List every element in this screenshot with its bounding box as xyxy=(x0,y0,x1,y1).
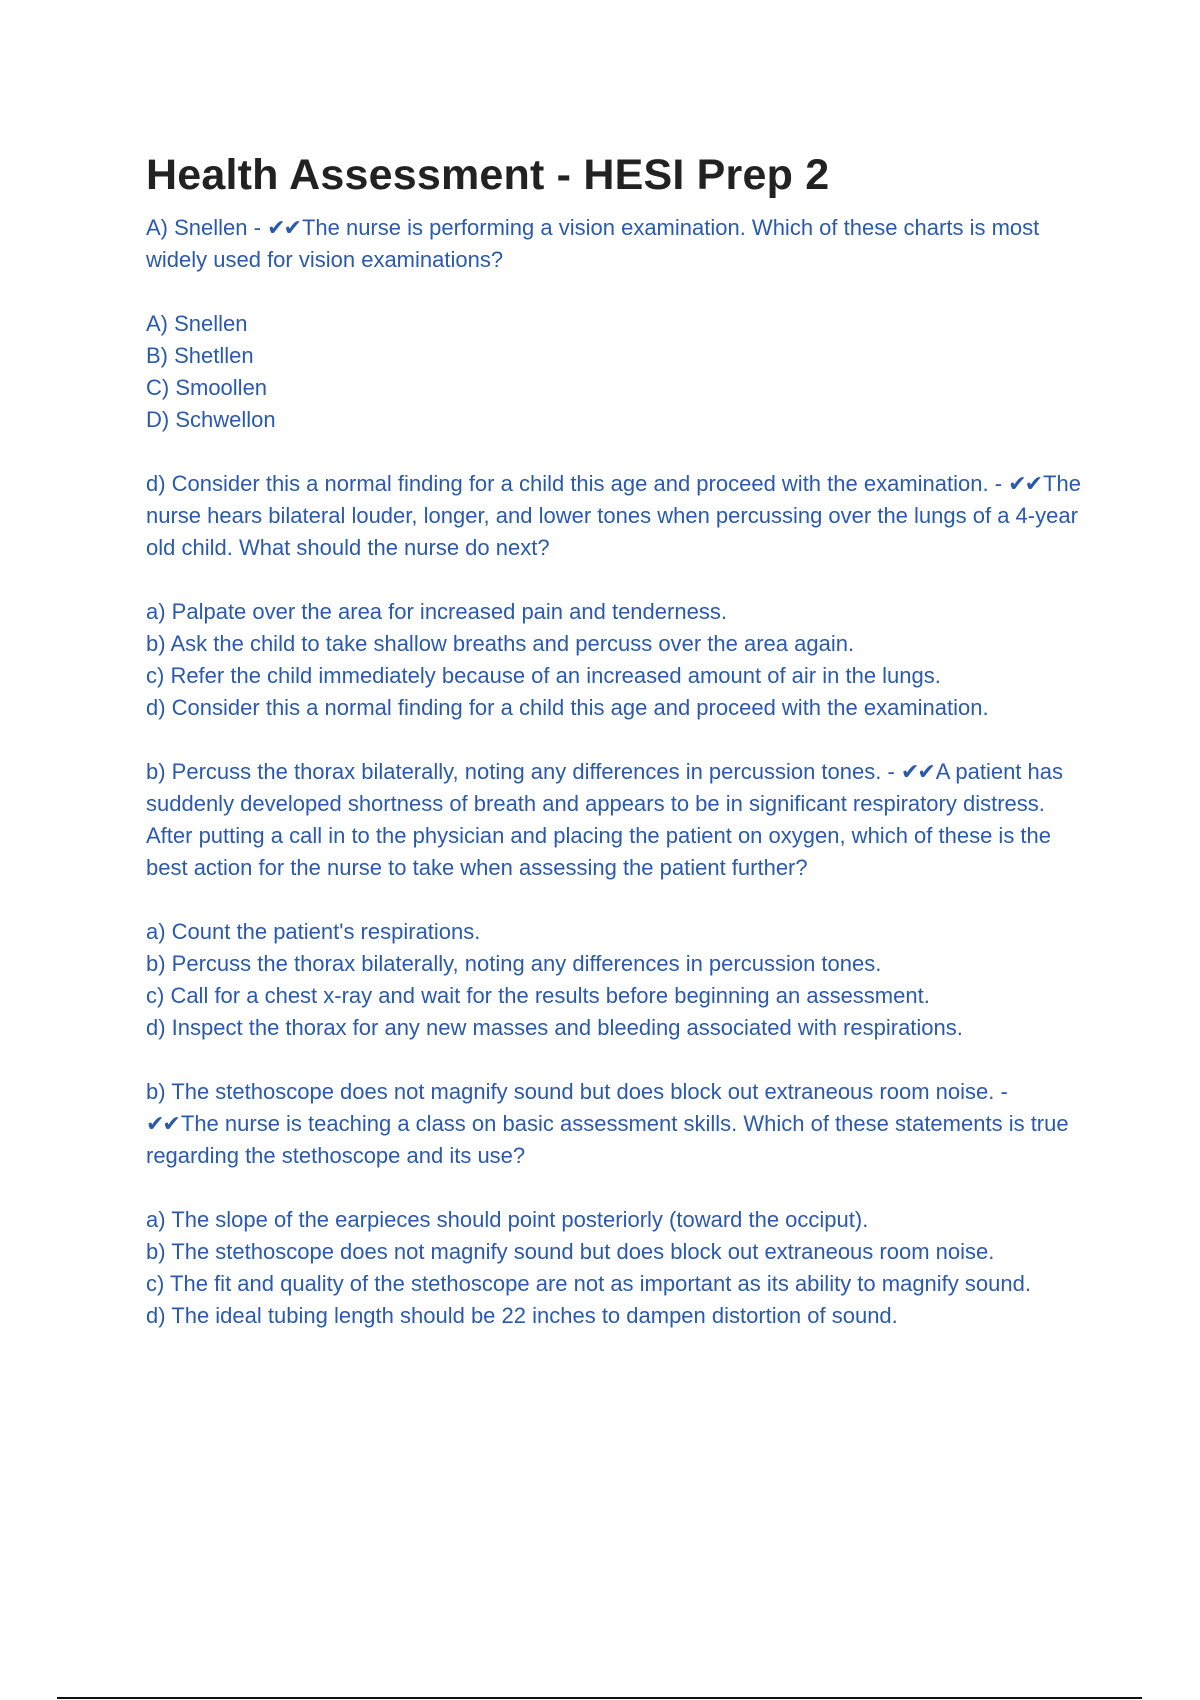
checkmark-icon: ✔✔ xyxy=(267,215,300,240)
option-item: a) Palpate over the area for increased pain and tenderness. xyxy=(146,599,727,624)
correct-answer: b) The stethoscope does not magnify sound but does block out extraneous room noise. - xyxy=(146,1079,1008,1104)
question-text xyxy=(146,1076,1086,1172)
checkmark-icon: ✔✔ xyxy=(146,1111,179,1136)
option-item: c) The fit and quality of the stethoscope are not as important as its ability to magnify sound. xyxy=(146,1271,1031,1296)
question-prompt: The nurse is performing a vision examination. Which of these charts is most widely used for vision examinations? xyxy=(146,215,1040,272)
option-item: A) Snellen xyxy=(146,311,248,336)
checkmark-icon: ✔✔ xyxy=(900,759,934,784)
option-list xyxy=(146,916,1086,1044)
question-prompt: The nurse hears bilateral louder, longer, and lower tones when percussing over the lungs of a 4-year old child. What should the nurse do next? xyxy=(146,471,1081,560)
document-page xyxy=(146,148,1086,1332)
question-text xyxy=(146,756,1086,884)
option-list xyxy=(146,596,1086,724)
option-item: a) Count the patient's respirations. xyxy=(146,919,481,944)
question-block xyxy=(146,468,1086,724)
question-prompt: The nurse is teaching a class on basic assessment skills. Which of these statements is true regarding the stethoscope and its use? xyxy=(146,1111,1069,1168)
option-item: a) The slope of the earpieces should point posteriorly (toward the occiput). xyxy=(146,1207,869,1232)
question-block xyxy=(146,212,1086,436)
correct-answer: b) Percuss the thorax bilaterally, noting any differences in percussion tones. - xyxy=(146,759,901,784)
option-list xyxy=(146,1204,1086,1332)
option-item: C) Smoollen xyxy=(146,375,268,400)
option-item: b) Ask the child to take shallow breaths and percuss over the area again. xyxy=(146,631,855,656)
correct-answer: A) Snellen - xyxy=(146,215,268,240)
option-item: B) Shetllen xyxy=(146,343,254,368)
option-item: D) Schwellon xyxy=(146,407,276,432)
option-list xyxy=(146,308,1086,436)
option-item: d) The ideal tubing length should be 22 inches to dampen distortion of sound. xyxy=(146,1303,898,1328)
question-block xyxy=(146,1076,1086,1332)
question-text xyxy=(146,468,1086,564)
option-item: d) Inspect the thorax for any new masses and bleeding associated with respirations. xyxy=(146,1015,963,1040)
document-title: Health Assessment - HESI Prep 2 xyxy=(146,151,830,199)
correct-answer: d) Consider this a normal finding for a child this age and proceed with the examination. - xyxy=(146,471,1009,496)
option-item: c) Call for a chest x-ray and wait for the results before beginning an assessment. xyxy=(146,983,930,1008)
option-item: c) Refer the child immediately because of an increased amount of air in the lungs. xyxy=(146,663,941,688)
option-item: b) Percuss the thorax bilaterally, noting any differences in percussion tones. xyxy=(146,951,882,976)
question-block xyxy=(146,756,1086,1044)
option-item: b) The stethoscope does not magnify sound but does block out extraneous room noise. xyxy=(146,1239,995,1264)
question-text xyxy=(146,212,1086,276)
checkmark-icon: ✔✔ xyxy=(1008,471,1042,496)
option-item: d) Consider this a normal finding for a child this age and proceed with the examination. xyxy=(146,695,989,720)
page-bottom-divider xyxy=(57,1697,1142,1699)
question-prompt: A patient has suddenly developed shortness of breath and appears to be in significant respiratory distress. After putting a call in to the physician and placing the patient on oxygen, which of these is the best action for the nurse to take when assessing the patient further? xyxy=(146,759,1064,880)
